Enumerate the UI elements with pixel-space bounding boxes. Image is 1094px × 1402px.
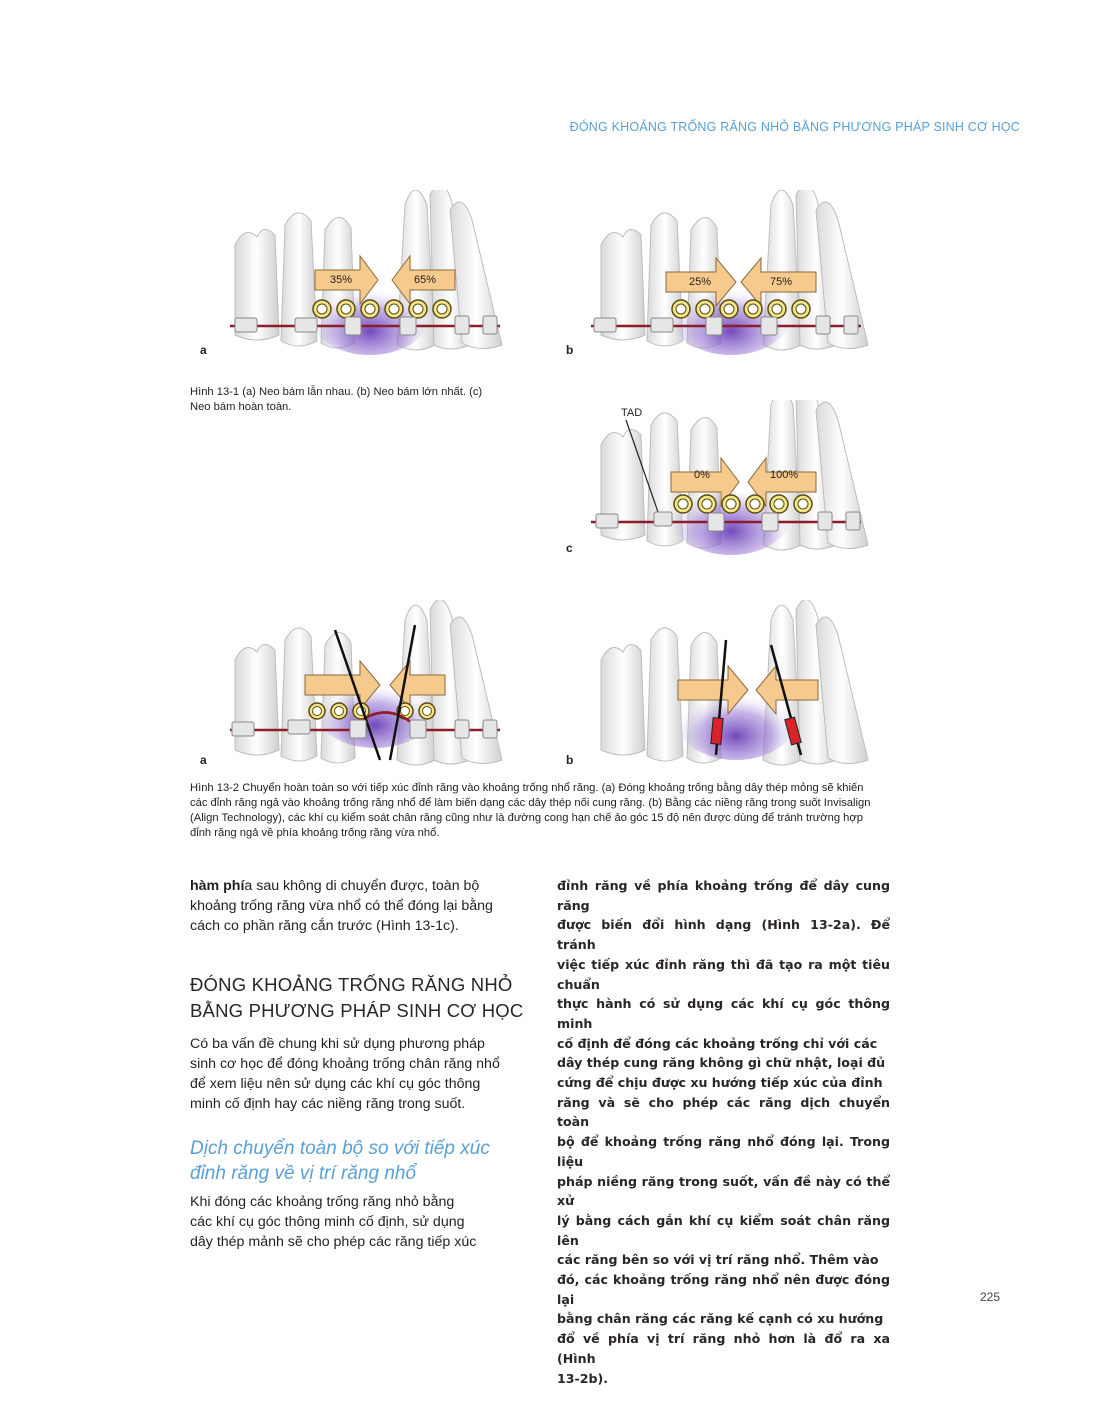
figure-13-1a	[200, 190, 510, 360]
heading-line: ĐÓNG KHOẢNG TRỐNG RĂNG NHỎ	[190, 974, 513, 995]
left-column-para-3	[190, 1192, 520, 1252]
text-line: cố định để đóng các khoảng trống chỉ với các	[557, 1035, 878, 1051]
page-number: 225	[980, 1290, 1001, 1304]
figure-13-1-caption	[190, 385, 520, 415]
text-line: dây thép cung răng không gì chữ nhật, loại đủ	[557, 1055, 886, 1071]
text-line: việc tiếp xúc đỉnh răng thì đã tạo ra một tiêu chuẩn	[557, 956, 890, 992]
text-line: đó, các khoảng trống răng nhổ nên được đóng lại	[557, 1272, 890, 1307]
text-line: khoảng trống răng vừa nhổ có thể đóng lại bằng	[190, 898, 493, 914]
text-line: được biến đổi hình dạng (Hình 13-2a). Để tránh	[557, 917, 890, 953]
text-line: sinh cơ học để đóng khoảng trống chân răng nhổ	[190, 1056, 500, 1072]
figure-13-2a	[200, 600, 510, 770]
running-header: ĐÓNG KHOẢNG TRỐNG RĂNG NHỎ BẰNG PHƯƠNG PHÁP SINH CƠ HỌC	[569, 120, 1020, 134]
figure-13-2-caption	[190, 781, 910, 841]
text-line: pháp niềng răng trong suốt, vấn đề này có thể xử	[557, 1173, 890, 1209]
text-line: 13-2b).	[557, 1370, 609, 1386]
percent-left-label: 0%	[694, 469, 710, 481]
heading-line: Dịch chuyển toàn bộ so với tiếp xúc	[190, 1138, 490, 1159]
percent-right-label: 75%	[770, 276, 793, 288]
text-line: đổ về phía vị trí răng nhỏ hơn là đổ ra xa (Hình	[557, 1331, 890, 1366]
text-line: răng và sẽ cho phép các răng dịch chuyển toàn	[557, 1094, 890, 1130]
text-line: để xem liệu nên sử dụng các khí cụ góc thông	[190, 1076, 481, 1092]
bold-fragment: hàm phí	[190, 878, 245, 894]
figure-13-1c	[566, 400, 876, 560]
text-line: dây thép mảnh sẽ cho phép các răng tiếp xúc	[190, 1234, 477, 1250]
text-line: cách co phần răng cắn trước (Hình 13-1c).	[190, 918, 459, 934]
text-line: bằng chân răng các răng kế cạnh có xu hướng	[557, 1311, 884, 1327]
caption-line: đỉnh răng ngả về phía khoảng trống răng vừa nhổ.	[190, 827, 440, 839]
panel-letter: b	[566, 753, 574, 767]
sub-heading	[190, 1136, 530, 1186]
section-heading	[190, 972, 530, 1024]
text-line: lý bằng cách gắn khí cụ kiểm soát chân răng lên	[557, 1212, 890, 1248]
percent-right-label: 65%	[414, 274, 437, 286]
caption-line: Hình 13-1 (a) Neo bám lẫn nhau. (b) Neo bám lớn nhất. (c)	[190, 386, 483, 398]
caption-line: các đỉnh răng ngả vào khoảng trống răng nhổ để làm biến dạng các dây thép nối cung răng. (b) Bằng các niềng răng trong suốt Invisalign	[190, 797, 871, 809]
panel-letter: c	[566, 541, 573, 555]
text-line-rest: a sau không di chuyển được, toàn bộ	[244, 878, 480, 894]
panel-letter: a	[200, 753, 207, 767]
left-column-para-1	[190, 876, 523, 936]
panel-letter: a	[200, 343, 207, 357]
text-line: các răng bên so với vị trí răng nhổ. Thêm vào	[557, 1252, 879, 1268]
text-line: đỉnh răng về phía khoảng trống để dây cung răng	[557, 878, 890, 913]
text-line: bộ để khoảng trống răng nhổ đóng lại. Trong liệu	[557, 1134, 890, 1169]
right-column-text	[557, 876, 890, 1388]
percent-left-label: 35%	[330, 274, 353, 286]
text-line: các khí cụ góc thông minh cố định, sử dụng	[190, 1214, 465, 1230]
text-line	[190, 876, 523, 896]
figure-13-2b	[566, 600, 876, 770]
figure-13-1b	[566, 190, 876, 360]
heading-line: đỉnh răng về vị trí răng nhổ	[190, 1163, 417, 1184]
text-line: Có ba vấn đề chung khi sử dụng phương pháp	[190, 1036, 485, 1052]
caption-line: Neo bám hoàn toàn.	[190, 401, 292, 413]
left-column-para-2	[190, 1034, 523, 1114]
text-line: Khi đóng các khoảng trống răng nhỏ bằng	[190, 1194, 455, 1210]
percent-right-label: 100%	[770, 469, 799, 481]
text-line: minh cố định hay các niềng răng trong suốt.	[190, 1096, 466, 1112]
percent-left-label: 25%	[689, 276, 712, 288]
panel-letter: b	[566, 343, 574, 357]
caption-line: Hình 13-2 Chuyển hoàn toàn so với tiếp xúc đỉnh răng vào khoảng trống nhổ răng. (a) Đóng khoảng trống bằng dây thép mỏng sẽ khiến	[190, 782, 864, 794]
tad-callout: TAD	[621, 407, 643, 419]
text-line: thực hành có sử dụng các khí cụ góc thông minh	[557, 996, 890, 1031]
caption-line: (Align Technology), các khí cụ kiểm soát chân răng cũng như là đường cong hạn chế ảo góc 15 độ nên được dùng để tránh trường hợp	[190, 812, 863, 824]
text-line: cứng để chịu được xu hướng tiếp xúc của đỉnh	[557, 1075, 883, 1091]
heading-line: BẰNG PHƯƠNG PHÁP SINH CƠ HỌC	[190, 1000, 524, 1021]
